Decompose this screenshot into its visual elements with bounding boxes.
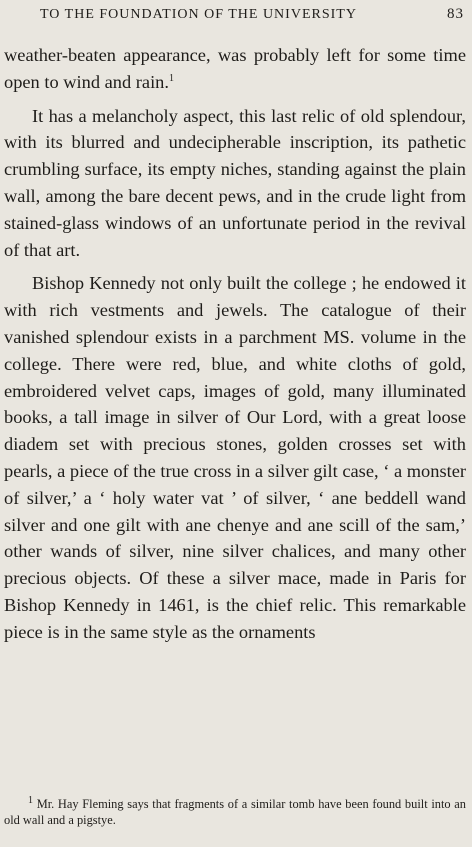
- paragraph-kennedy: Bishop Kennedy not only built the college ; he endowed it with rich vestments and jewels. The catalogue of their vanished splendour exists in a parchment MS. volume in the college. There were red, blue, and white cloths of gold, embroidered velvet caps, images of gold, many illuminated books, a tall image in silver of Our Lord, with a great loose diadem set with precious stones, golden crosses set with pearls, a piece of the true cross in a silver gilt case, ‘ a monster of silver,’ a ‘ holy water vat ’ of silver, ‘ ane beddell wand silver and one gilt with ane chenye and ane scill of the sam,’ other wands of silver, nine silver chalices, and many other precious objects. Of these a silver mace, made in Paris for Bishop Kennedy in 1461, is the chief relic. This remarkable piece is in the same style as the ornaments: [4, 273, 466, 642]
- paragraph-continuation: [4, 42, 466, 96]
- paragraph-relic: It has a melancholy aspect, this last relic of old splendour, with its blurred and undecipherable inscription, its pathetic crumbling surface, its empty niches, standing against the plain wall, among the bare decent pews, and in the crude light from stained-glass windows of an unfortunate period in the revival of that art.: [4, 105, 466, 260]
- footnote-text: Mr. Hay Fleming says that fragments of a similar tomb have been found built into an old wall and a pigstye.: [4, 797, 466, 827]
- footnote-reference: 1: [168, 72, 174, 84]
- running-head: [4, 6, 464, 26]
- page-number: 83: [447, 6, 464, 22]
- footnote-marker: 1: [28, 794, 33, 806]
- footnote: [4, 796, 466, 828]
- body-text: [4, 42, 466, 653]
- paragraph-text: weather-beaten appearance, was probably left for some time open to wind and rain.: [4, 45, 466, 92]
- running-title: TO THE FOUNDATION OF THE UNIVERSITY: [40, 7, 357, 22]
